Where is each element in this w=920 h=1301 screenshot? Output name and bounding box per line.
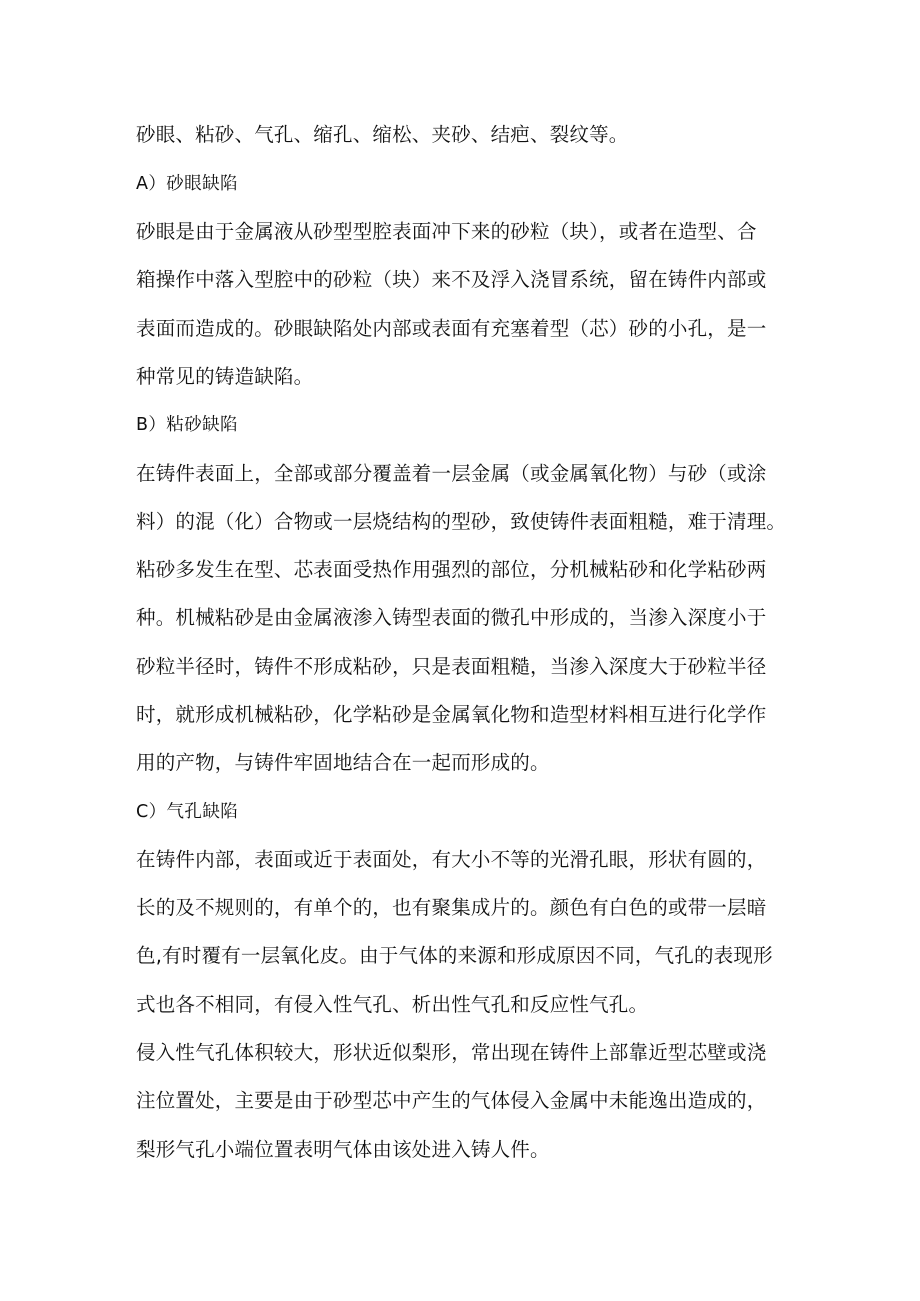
text-line: 种常见的铸造缺陷。 [136, 365, 314, 388]
text-line: 时，就形成机械粘砂，化学粘砂是金属氧化物和造型材料相互进行化学作 [136, 703, 767, 726]
text-line: 色,有时覆有一层氧化皮。由于气体的来源和形成原因不同，气孔的表现形 [136, 944, 773, 967]
text-line: 表面而造成的。砂眼缺陷处内部或表面有充塞着型（芯）砂的小孔，是一 [136, 317, 767, 340]
text-line: 种。机械粘砂是由金属液渗入铸型表面的微孔中形成的，当渗入深度小于 [136, 606, 767, 629]
text-line: 料）的混（化）合物或一层烧结构的型砂，致使铸件表面粗糙，难于清理。 [136, 510, 787, 533]
text-line: 注位置处，主要是由于砂型芯中产生的气体侵入金属中未能逸出造成的， [136, 1089, 767, 1112]
text-line: 在铸件内部，表面或近于表面处，有大小不等的光滑孔眼，形状有圆的， [136, 848, 767, 871]
text-line: 在铸件表面上，全部或部分覆盖着一层金属（或金属氧化物）与砂（或涂 [136, 462, 767, 485]
text-line: 式也各不相同，有侵入性气孔、析出性气孔和反应性气孔。 [136, 993, 649, 1016]
text-line: 砂粒半径时，铸件不形成粘砂，只是表面粗糙，当渗入深度大于砂粒半径 [136, 655, 767, 678]
text-line: 梨形气孔小端位置表明气体由该处进入铸人件。 [136, 1138, 550, 1161]
text-line: 砂眼是由于金属液从砂型型腔表面冲下来的砂粒（块），或者在造型、合 [136, 220, 757, 243]
text-line: 长的及不规则的，有单个的，也有聚集成片的。颜色有白色的或带一层暗 [136, 896, 767, 919]
text-line: 用的产物，与铸件牢固地结合在一起而形成的。 [136, 751, 550, 774]
text-line: 箱操作中落入型腔中的砂粒（块）来不及浮入浇冒系统，留在铸件内部或 [136, 268, 767, 291]
section-heading-b: B）粘砂缺陷 [136, 415, 238, 435]
text-line: 粘砂多发生在型、芯表面受热作用强烈的部位，分机械粘砂和化学粘砂两 [136, 558, 767, 581]
text-line: 砂眼、粘砂、气孔、缩孔、缩松、夹砂、结疤、裂纹等。 [136, 123, 629, 146]
text-line: 侵入性气孔体积较大，形状近似梨形，常出现在铸件上部靠近型芯壁或浇 [136, 1041, 767, 1064]
section-heading-a: A）砂眼缺陷 [136, 174, 238, 194]
section-heading-c: C）气孔缺陷 [136, 802, 239, 822]
